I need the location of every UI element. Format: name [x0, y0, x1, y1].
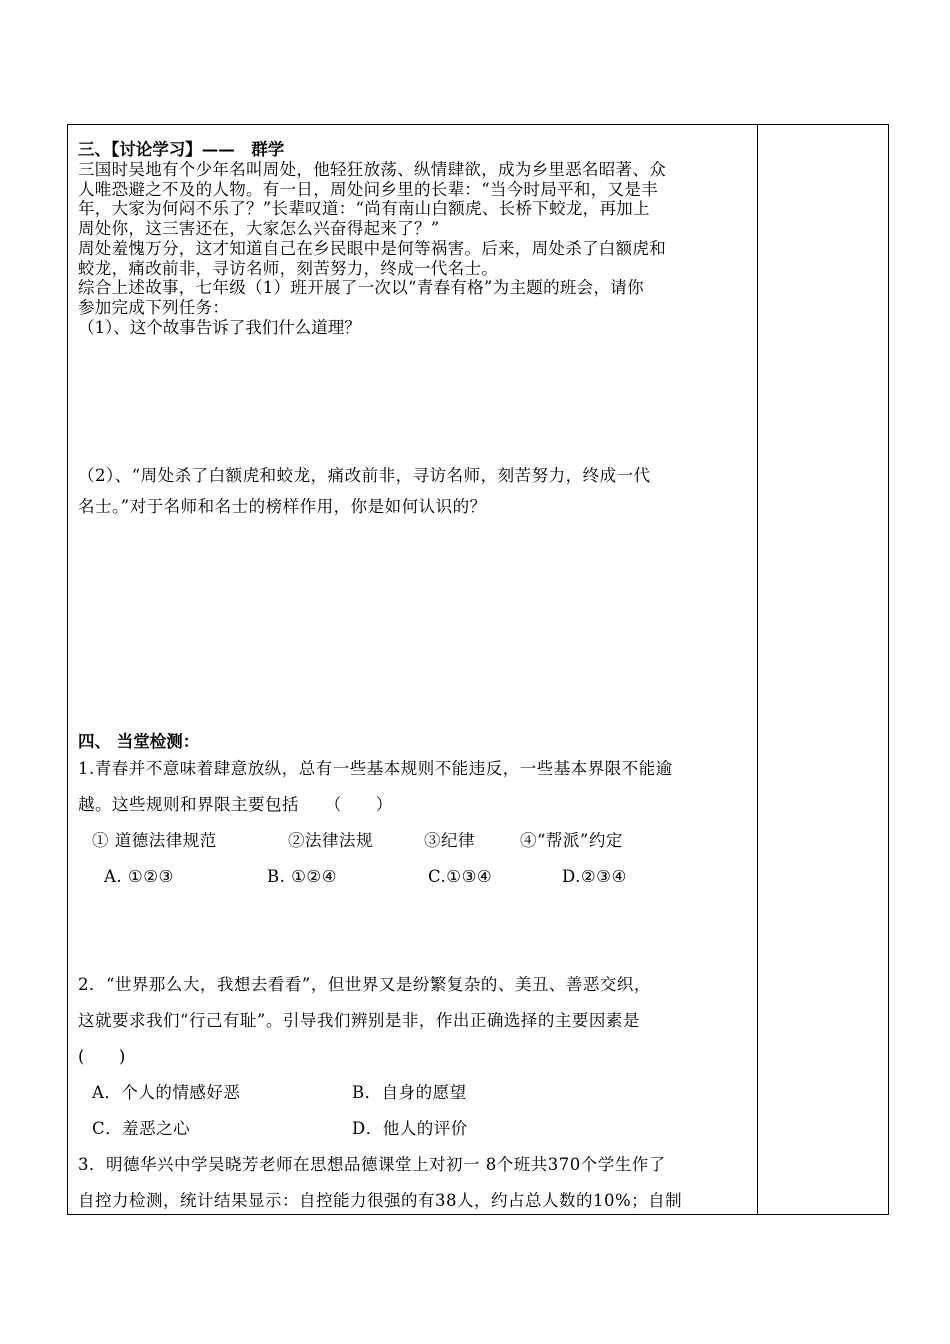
test-question-3 — [78, 1147, 750, 1212]
answer-space-2 — [78, 522, 750, 732]
story-line: 人唯恐避之不及的人物。有一日，周处问乡里的长辈：“当今时局平和，又是丰 — [78, 179, 658, 199]
column-divider — [757, 124, 758, 1215]
test-q1-line: 1.青春并不意味着肆意放纵，总有一些基本规则不能违反，一些基本界限不能逾 — [78, 758, 673, 778]
test-question-1 — [78, 751, 750, 895]
story-line: 三国时吴地有个少年名叫周处，他轻狂放荡、纵情肆欲，成为乡里恶名昭著、众 — [78, 160, 666, 179]
section4-title: 四、 当堂检测： — [78, 731, 200, 751]
story-line: 参加完成下列任务： — [78, 297, 230, 317]
test-question-2 — [78, 967, 750, 1147]
choice-d: D．他人的评价 — [352, 1118, 468, 1138]
choice-a: A．个人的情感好恶 — [92, 1082, 241, 1102]
question-2 — [78, 460, 750, 522]
test-q2-line: 这就要求我们“行己有耻”。引导我们辨别是非，作出正确选择的主要因素是 — [78, 1010, 640, 1030]
choice-b: B．自身的愿望 — [352, 1082, 467, 1102]
worksheet-content — [78, 140, 750, 1212]
test-q1-items — [78, 823, 750, 859]
question-2-line: （2）、“周处杀了白额虎和蛟龙，痛改前非，寻访名师，刻苦努力，终成一代 — [78, 465, 651, 485]
test-q1-choices — [78, 859, 750, 895]
item: ②法律法规 — [288, 830, 373, 850]
item: ③纪律 — [424, 830, 475, 850]
answer-space-1 — [78, 338, 750, 460]
test-q2-choices-row1 — [78, 1075, 750, 1111]
choice-d: D.②③④ — [562, 866, 627, 886]
choice-c: C．羞恶之心 — [92, 1118, 191, 1138]
story-line: 年，大家为何闷不乐了？”长辈叹道：“尚有南山白额虎、长桥下蛟龙，再加上 — [78, 199, 650, 219]
story-line: 周处羞愧万分，这才知道自己在乡民眼中是何等祸害。后来，周处杀了白额虎和 — [78, 238, 666, 258]
item: ④“帮派”约定 — [520, 830, 623, 850]
section3-title: 三、【讨论学习】—— 群学 — [78, 140, 285, 159]
story-line: 综合上述故事，七年级（1）班开展了一次以“青春有格”为主题的班会，请你 — [78, 278, 644, 298]
choice-b: B. ①②④ — [267, 866, 337, 886]
story-line: 周处你，这三害还在，大家怎么兴奋得起来了？” — [78, 219, 440, 239]
blank-space-3 — [78, 895, 750, 967]
test-q2-line: ( ) — [78, 1046, 126, 1066]
item: ① 道德法律规范 — [92, 830, 217, 850]
question-1: （1）、这个故事告诉了我们什么道理？ — [78, 317, 361, 337]
test-q3-line: 3．明德华兴中学吴晓芳老师在思想品德课堂上对初一 8个班共370个学生作了 — [78, 1154, 666, 1174]
test-q1-line: 越。这些规则和界限主要包括 （ ） — [78, 794, 393, 814]
test-q2-line: 2．“世界那么大，我想去看看”，但世界又是纷繁复杂的、美丑、善恶交织， — [78, 974, 651, 994]
choice-a: A. ①②③ — [104, 866, 174, 886]
story-paragraph — [78, 160, 750, 318]
test-q3-line: 自控力检测，统计结果显示：自控能力很强的有38人，约占总人数的10%；自制 — [78, 1190, 683, 1210]
question-2-line: 名士。”对于名师和名士的榜样作用，你是如何认识的？ — [78, 496, 487, 516]
story-line: 蛟龙，痛改前非，寻访名师，刻苦努力，终成一代名士。 — [78, 258, 498, 278]
test-q2-choices-row2 — [78, 1111, 750, 1147]
choice-c: C.①③④ — [428, 866, 493, 886]
